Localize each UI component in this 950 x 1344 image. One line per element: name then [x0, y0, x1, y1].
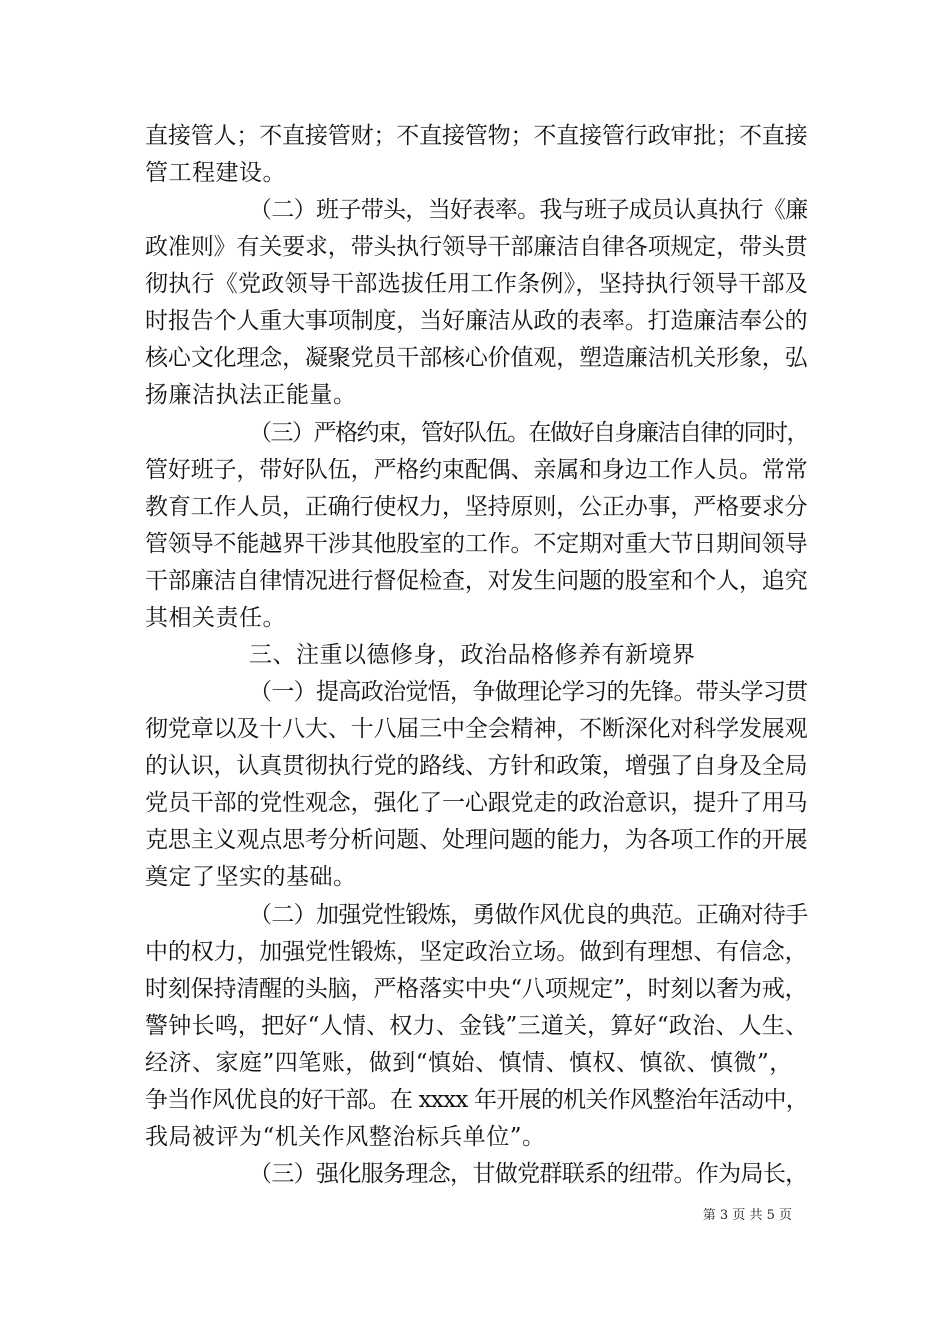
body-text-line: 彻党章以及十八大、十八届三中全会精神，不断深化对科学发展观	[145, 716, 808, 742]
body-text-line: 我局被评为“机关作风整治标兵单位”。	[145, 1124, 546, 1150]
body-text-line: 争当作风优良的好干部。在 xxxx 年开展的机关作风整治年活动中，	[145, 1087, 809, 1113]
body-text-line: 管好班子，带好队伍，严格约束配偶、亲属和身边工作人员。常常	[145, 457, 808, 483]
body-text-line: 党员干部的党性观念，强化了一心跟党走的政治意识，提升了用马	[145, 790, 808, 816]
paragraph-heading: （二）班子带头，当好表率。我与班子成员认真执行《廉	[249, 197, 808, 223]
body-text-line: 直接管人；不直接管财；不直接管物；不直接管行政审批；不直接	[145, 123, 808, 149]
paragraph-heading: （三）强化服务理念，甘做党群联系的纽带。作为局长，	[249, 1161, 808, 1187]
body-text-line: 其相关责任。	[145, 605, 286, 631]
body-text-line: 彻执行《党政领导干部选拔任用工作条例》，坚持执行领导干部及	[145, 271, 808, 297]
body-text-line: 时报告个人重大事项制度，当好廉洁从政的表率。打造廉洁奉公的	[145, 308, 808, 334]
body-text-line: 奠定了坚实的基础。	[145, 864, 357, 890]
body-text-line: 干部廉洁自律情况进行督促检查，对发生问题的股室和个人，追究	[145, 568, 808, 594]
body-text-line: 政准则》有关要求，带头执行领导干部廉洁自律各项规定，带头贯	[145, 234, 808, 260]
body-text-line: 克思主义观点思考分析问题、处理问题的能力，为各项工作的开展	[145, 827, 808, 853]
body-text-line: 中的权力，加强党性锻炼，坚定政治立场。做到有理想、有信念，	[145, 939, 808, 965]
body-text-line: 的认识，认真贯彻执行党的路线、方针和政策，增强了自身及全局	[145, 753, 808, 779]
body-text-line: 管领导不能越界干涉其他股室的工作。不定期对重大节日期间领导	[145, 531, 808, 557]
paragraph-heading: （一）提高政治觉悟，争做理论学习的先锋。带头学习贯	[249, 679, 808, 705]
body-text-line: 经济、家庭”四笔账，做到“慎始、慎情、慎权、慎欲、慎微”，	[145, 1050, 793, 1076]
page-number-footer: 第 3 页 共 5 页	[702, 1208, 792, 1223]
body-text-line: 核心文化理念，凝聚党员干部核心价值观，塑造廉洁机关形象，弘	[145, 345, 808, 371]
body-text-line: 警钟长鸣，把好“人情、权力、金钱”三道关，算好“政治、人生、	[145, 1013, 809, 1039]
body-text-line: 扬廉洁执法正能量。	[145, 382, 357, 408]
paragraph-heading: （三）严格约束，管好队伍。在做好自身廉洁自律的同时，	[249, 420, 808, 446]
body-text-line: 教育工作人员，正确行使权力，坚持原则，公正办事，严格要求分	[145, 494, 808, 520]
paragraph-heading: （二）加强党性锻炼，勇做作风优良的典范。正确对待手	[249, 902, 808, 928]
section-heading: 三、注重以德修身，政治品格修养有新境界	[249, 642, 696, 668]
body-text-line: 时刻保持清醒的头脑，严格落实中央“八项规定”，时刻以奢为戒，	[145, 976, 808, 1002]
body-text-line: 管工程建设。	[145, 160, 286, 186]
